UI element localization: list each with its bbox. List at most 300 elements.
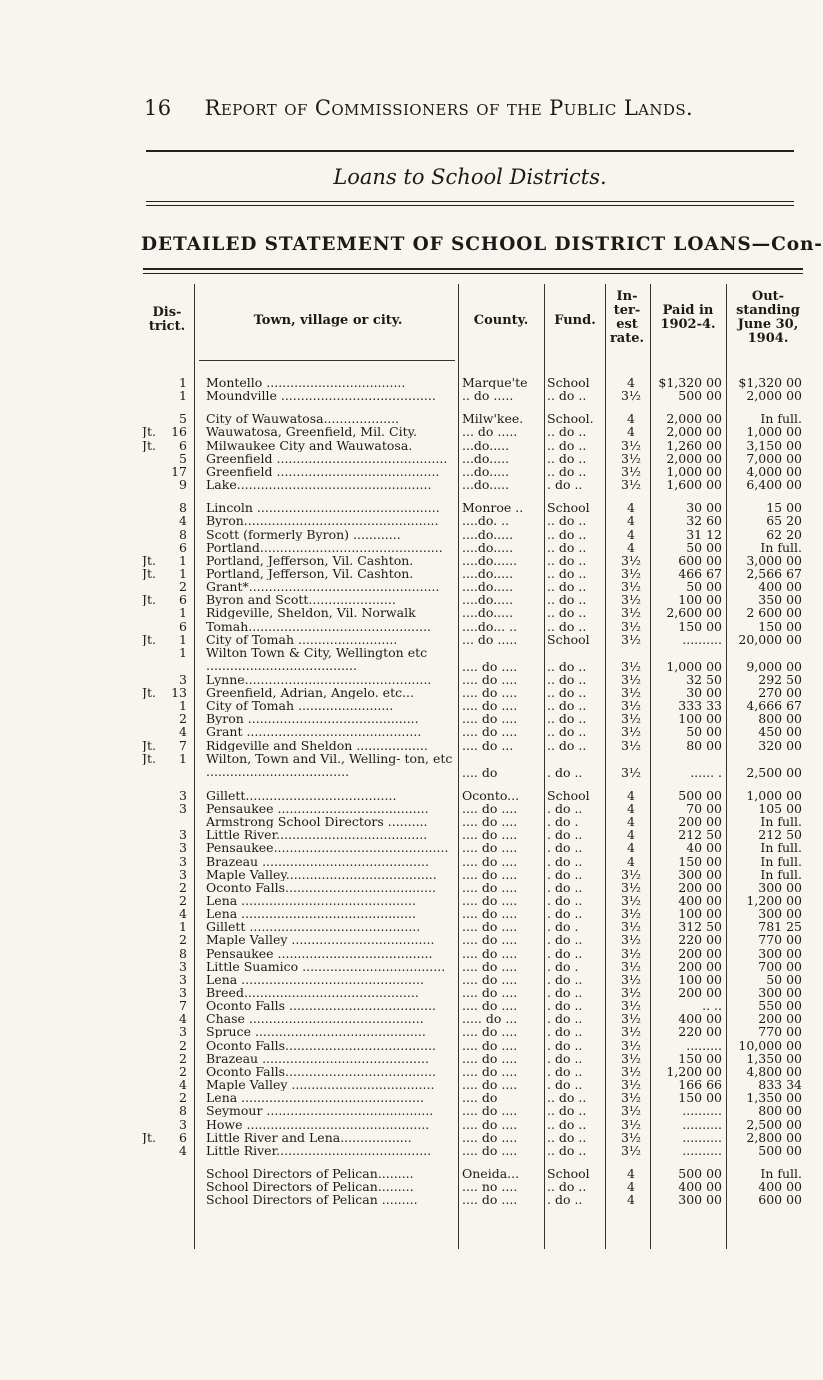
cell-r: 3½: [620, 959, 642, 973]
cell-r: 4: [627, 540, 635, 554]
cell-co: .... do ....: [462, 972, 518, 986]
cell-p: .. ..: [702, 999, 722, 1013]
cell-co: ... do .....: [462, 632, 518, 646]
table-row: [0, 593, 823, 606]
cell-t: Oconto Falls......................................: [206, 1038, 437, 1052]
page-header: [144, 96, 804, 120]
table-row: [0, 789, 823, 802]
cell-f: . do ..: [547, 986, 583, 999]
cell-co: .... do ....: [462, 920, 518, 934]
cell-t: Pensaukee............................................: [206, 841, 449, 855]
cell-p: 400 00: [678, 1180, 722, 1194]
cell-r: 3½: [620, 1104, 642, 1118]
cell-o: 105 00: [758, 801, 802, 815]
cell-o: In full.: [760, 412, 802, 426]
cell-f: . do ..: [547, 1064, 583, 1078]
cell-d: 4: [179, 1143, 187, 1157]
cell-p: 100 00: [678, 972, 722, 986]
cell-jt: Jt.: [142, 751, 157, 765]
table-row: [0, 376, 823, 389]
cell-d: 5: [179, 412, 187, 426]
cell-o: 3,150 00: [746, 438, 802, 452]
cell-o: 2,500 00: [746, 1117, 802, 1131]
cell-o: 1,000 00: [746, 425, 802, 439]
cell-o: 3,000 00: [746, 553, 802, 567]
cell-p: 220 00: [678, 1025, 722, 1039]
cell-t: Portland, Jefferson, Vil. Cashton.: [206, 566, 414, 580]
cell-d: 4: [179, 514, 187, 528]
header-district: Dis- trict.: [148, 305, 186, 334]
table-row: [0, 699, 823, 712]
cell-r: 3½: [620, 593, 642, 607]
cell-jt: Jt.: [142, 566, 157, 580]
cell-t: Byron ...........................................: [206, 712, 419, 726]
cell-t: Oconto Falls......................................: [206, 880, 437, 894]
cell-t: School Directors of Pelican.........: [206, 1180, 414, 1194]
cell-p: 150 00: [678, 854, 722, 868]
cell-co: .... do: [462, 1091, 498, 1105]
cell-r: 3½: [620, 867, 642, 881]
cell-d: 17: [171, 464, 187, 478]
cell-t: Greenfield, Adrian, Angelo. etc...: [206, 686, 415, 699]
cell-o: 6,400 00: [746, 478, 802, 492]
cell-r: 3½: [620, 686, 642, 699]
cell-f: .. do ..: [547, 659, 587, 673]
cell-r: 3½: [620, 451, 642, 465]
cell-r: 3½: [620, 632, 642, 646]
cell-o: 770 00: [758, 1025, 802, 1039]
cell-r: 3½: [620, 1051, 642, 1065]
cell-o: In full.: [760, 815, 802, 829]
cell-co: .... do ....: [462, 699, 518, 713]
cell-d: 4: [179, 1078, 187, 1092]
cell-co: .... do ....: [462, 854, 518, 868]
cell-r: 3½: [620, 659, 642, 673]
table-row: [0, 920, 823, 933]
cell-t: Ridgeville, Sheldon, Vil. Norwalk: [206, 606, 416, 620]
cell-t: Wilton, Town and Vil., Welling- ton, etc ....................................: [206, 751, 453, 778]
cell-d: 3: [179, 867, 187, 881]
cell-d: 1: [179, 645, 187, 659]
cell-f: . do ..: [547, 801, 583, 815]
cell-d: 8: [179, 501, 187, 515]
cell-d: 2: [179, 893, 187, 907]
cell-d: 2: [179, 1091, 187, 1105]
table-row: [0, 1144, 823, 1157]
section-subtitle: Loans to School Districts.: [333, 165, 607, 189]
cell-p: 80 00: [686, 738, 722, 752]
cell-jt: Jt.: [142, 553, 157, 567]
cell-p: 30 00: [686, 686, 722, 699]
table-row: [0, 868, 823, 881]
cell-d: 7: [179, 738, 187, 752]
cell-p: 2,000 00: [666, 412, 722, 426]
cell-p: 2,600 00: [666, 606, 722, 620]
cell-o: 62 20: [766, 527, 802, 541]
cell-p: 70 00: [686, 801, 722, 815]
cell-f: . do ..: [547, 893, 583, 907]
cell-co: .... do ....: [462, 1025, 518, 1039]
table-row: [0, 841, 823, 854]
cell-o: 4,000 00: [746, 464, 802, 478]
table-row: [0, 1012, 823, 1025]
cell-o: 212 50: [758, 828, 802, 842]
table-row: [0, 606, 823, 619]
cell-o: 800 00: [758, 1104, 802, 1118]
cell-o: 833 34: [758, 1078, 802, 1092]
cell-o: In full.: [760, 540, 802, 554]
table-row: [0, 412, 823, 425]
cell-o: 600 00: [758, 1193, 802, 1207]
cell-f: .. do ..: [547, 580, 587, 594]
cell-d: 1: [179, 699, 187, 713]
cell-o: 2,500 00: [746, 765, 802, 779]
header-outstanding: Out- standing June 30, 1904.: [736, 289, 800, 346]
cell-o: 4,800 00: [746, 1064, 802, 1078]
cell-t: Brazeau ..........................................: [206, 854, 429, 868]
cell-p: 300 00: [678, 867, 722, 881]
cell-co: .... do ....: [462, 841, 518, 855]
table-row: [0, 712, 823, 725]
table-row: [0, 1167, 823, 1180]
cell-jt: Jt.: [142, 1130, 157, 1144]
table-row: [0, 855, 823, 868]
cell-o: 500 00: [758, 1143, 802, 1157]
cell-co: Milw'kee.: [462, 412, 524, 426]
cell-o: 400 00: [758, 1180, 802, 1194]
cell-t: Lincoln ..............................................: [206, 501, 440, 515]
cell-d: 3: [179, 959, 187, 973]
header-fund: Fund.: [554, 313, 596, 328]
cell-r: 4: [627, 815, 635, 829]
cell-r: 4: [627, 828, 635, 842]
cell-d: 8: [179, 946, 187, 960]
cell-co: .... do ....: [462, 1193, 518, 1207]
cell-t: School Directors of Pelican.........: [206, 1166, 414, 1180]
cell-d: 6: [179, 619, 187, 633]
cell-co: .... do ....: [462, 867, 518, 881]
cell-r: 3½: [620, 712, 642, 726]
page-number: 16: [144, 96, 172, 120]
cell-f: .. do ..: [547, 389, 587, 403]
cell-d: 1: [179, 632, 187, 646]
table-row: [0, 1025, 823, 1038]
table-row: [0, 894, 823, 907]
cell-co: .... do ...: [462, 738, 514, 752]
cell-f: .. do ..: [547, 619, 587, 633]
cell-co: .... do ....: [462, 828, 518, 842]
cell-o: In full.: [760, 1166, 802, 1180]
cell-t: Maple Valley......................................: [206, 867, 437, 881]
table-row: [0, 947, 823, 960]
cell-p: 100 00: [678, 712, 722, 726]
cell-d: 6: [179, 540, 187, 554]
cell-r: 4: [627, 376, 635, 389]
cell-d: 4: [179, 907, 187, 921]
cell-co: ....do. ..: [462, 514, 510, 528]
cell-f: . do ..: [547, 765, 583, 779]
divider: [143, 273, 803, 274]
cell-co: ....do.....: [462, 606, 514, 620]
cell-r: 4: [627, 1193, 635, 1207]
cell-d: 1: [179, 566, 187, 580]
table-row: [0, 389, 823, 402]
cell-d: 1: [179, 389, 187, 403]
cell-t: Oconto Falls......................................: [206, 1064, 437, 1078]
cell-co: .... do ....: [462, 659, 518, 673]
cell-co: Monroe ..: [462, 501, 524, 515]
cell-f: . do ..: [547, 1078, 583, 1092]
cell-r: 3½: [620, 986, 642, 999]
table-row: [0, 725, 823, 738]
cell-t: Portland..............................................: [206, 540, 443, 554]
table-row: [0, 1104, 823, 1117]
table-row: [0, 1052, 823, 1065]
cell-d: 8: [179, 527, 187, 541]
cell-o: 450 00: [758, 725, 802, 739]
cell-p: 200 00: [678, 880, 722, 894]
cell-co: Marque'te: [462, 376, 528, 389]
cell-co: .... do ....: [462, 999, 518, 1013]
table-row: [0, 554, 823, 567]
cell-r: 3½: [620, 464, 642, 478]
table-row: [0, 973, 823, 986]
cell-co: ...do.....: [462, 464, 510, 478]
cell-co: ....do... ..: [462, 619, 518, 633]
cell-p: ..........: [682, 1104, 722, 1118]
cell-t: Tomah..............................................: [206, 619, 432, 633]
cell-d: 2: [179, 1064, 187, 1078]
cell-co: .... do ....: [462, 959, 518, 973]
cell-o: $1,320 00: [738, 376, 802, 389]
cell-o: 200 00: [758, 1012, 802, 1026]
cell-t: Seymour ..........................................: [206, 1104, 434, 1118]
cell-co: .... do ....: [462, 1064, 518, 1078]
cell-o: 20,000 00: [738, 632, 802, 646]
cell-f: .. do ..: [547, 1180, 587, 1194]
cell-f: . do ..: [547, 478, 583, 492]
cell-co: .... do ....: [462, 880, 518, 894]
cell-r: 3½: [620, 765, 642, 779]
cell-r: 4: [627, 527, 635, 541]
cell-f: .. do ..: [547, 1091, 587, 1105]
cell-p: 2,000 00: [666, 425, 722, 439]
cell-r: 3½: [620, 946, 642, 960]
table-row: [0, 1118, 823, 1131]
table-row: [0, 739, 823, 752]
cell-t: Little River.......................................: [206, 1143, 432, 1157]
cell-p: 200 00: [678, 959, 722, 973]
cell-t: Little River......................................: [206, 828, 428, 842]
cell-d: 4: [179, 1012, 187, 1026]
header-rule: [199, 360, 455, 361]
cell-d: 2: [179, 933, 187, 947]
header-county: County.: [473, 313, 529, 328]
cell-co: Oconto...: [462, 788, 520, 802]
cell-o: 65 20: [766, 514, 802, 528]
cell-o: 781 25: [758, 920, 802, 934]
cell-f: . do ..: [547, 933, 583, 947]
header-town: Town, village or city.: [253, 313, 403, 328]
cell-d: 5: [179, 451, 187, 465]
cell-p: 400 00: [678, 893, 722, 907]
cell-o: 150 00: [758, 619, 802, 633]
table-row: [0, 580, 823, 593]
cell-o: 320 00: [758, 738, 802, 752]
cell-p: ..........: [682, 1117, 722, 1131]
cell-f: . do ..: [547, 828, 583, 842]
cell-t: Lynne...............................................: [206, 672, 432, 686]
cell-p: 166 66: [678, 1078, 722, 1092]
cell-p: ...... .: [690, 765, 722, 779]
cell-f: School: [547, 788, 590, 802]
cell-t: Scott (formerly Byron) ............: [206, 527, 401, 541]
cell-r: 3½: [620, 880, 642, 894]
cell-d: 6: [179, 593, 187, 607]
cell-r: 3½: [620, 553, 642, 567]
cell-t: Grant ............................................: [206, 725, 422, 739]
table-row: [0, 986, 823, 999]
cell-jt: Jt.: [142, 593, 157, 607]
cell-co: Oneida...: [462, 1166, 520, 1180]
cell-p: .........: [686, 1038, 722, 1052]
cell-r: 4: [627, 1180, 635, 1194]
cell-t: Howe ..............................................: [206, 1117, 430, 1131]
cell-r: 3½: [620, 725, 642, 739]
cell-p: 300 00: [678, 1193, 722, 1207]
cell-t: City of Tomah ........................: [206, 699, 394, 713]
cell-t: City of Tomah .........................: [206, 632, 398, 646]
table-row: [0, 673, 823, 686]
cell-o: 15 00: [766, 501, 802, 515]
cell-p: 1,260 00: [666, 438, 722, 452]
cell-f: .. do ..: [547, 712, 587, 726]
cell-co: .... do ....: [462, 907, 518, 921]
cell-r: 3½: [620, 1117, 642, 1131]
cell-d: 3: [179, 828, 187, 842]
divider: [146, 201, 794, 202]
cell-p: 333 33: [678, 699, 722, 713]
cell-p: 466 67: [678, 566, 722, 580]
cell-p: 200 00: [678, 946, 722, 960]
cell-r: 3½: [620, 478, 642, 492]
cell-p: 500 00: [678, 389, 722, 403]
cell-p: 600 00: [678, 553, 722, 567]
cell-co: .... do ....: [462, 893, 518, 907]
cell-co: .... do ....: [462, 1051, 518, 1065]
table-row: [0, 1039, 823, 1052]
cell-d: 3: [179, 854, 187, 868]
cell-p: ..........: [682, 1143, 722, 1157]
cell-t: Armstrong School Directors ..........: [206, 815, 428, 829]
cell-t: Byron.................................................: [206, 514, 439, 528]
table-row: [0, 1078, 823, 1091]
divider: [146, 205, 794, 206]
cell-f: . do ..: [547, 867, 583, 881]
cell-d: 9: [179, 478, 187, 492]
cell-t: Lake.................................................: [206, 478, 432, 492]
cell-p: 100 00: [678, 593, 722, 607]
cell-d: 7: [179, 999, 187, 1013]
cell-co: .... do ....: [462, 986, 518, 999]
cell-f: .. do ..: [547, 593, 587, 607]
cell-r: 3½: [620, 999, 642, 1013]
table-row: [0, 828, 823, 841]
cell-r: 3½: [620, 619, 642, 633]
cell-d: 1: [179, 376, 187, 389]
cell-t: Chase ............................................: [206, 1012, 424, 1026]
table-row: [0, 802, 823, 815]
cell-o: 1,000 00: [746, 788, 802, 802]
cell-d: 3: [179, 788, 187, 802]
cell-jt: Jt.: [142, 738, 157, 752]
cell-f: .. do ..: [547, 438, 587, 452]
cell-f: .. do ..: [547, 1117, 587, 1131]
cell-t: Gillett......................................: [206, 788, 397, 802]
cell-t: City of Wauwatosa...................: [206, 412, 400, 426]
cell-d: 3: [179, 672, 187, 686]
cell-f: . do ..: [547, 999, 583, 1013]
cell-o: 550 00: [758, 999, 802, 1013]
cell-p: 500 00: [678, 1166, 722, 1180]
cell-f: .. do ..: [547, 738, 587, 752]
cell-d: 2: [179, 880, 187, 894]
table-row: [0, 439, 823, 452]
cell-o: 7,000 00: [746, 451, 802, 465]
cell-r: 3½: [620, 1130, 642, 1144]
cell-d: 3: [179, 972, 187, 986]
cell-d: 2: [179, 1038, 187, 1052]
cell-t: Montello ...................................: [206, 376, 406, 389]
cell-o: 1,200 00: [746, 893, 802, 907]
divider: [143, 268, 803, 270]
table-row: [0, 567, 823, 580]
cell-d: 1: [179, 751, 187, 765]
cell-jt: Jt.: [142, 686, 157, 699]
cell-co: .... do ....: [462, 1130, 518, 1144]
cell-r: 3½: [620, 699, 642, 713]
cell-o: 4,666 67: [746, 699, 802, 713]
table-row: [0, 752, 823, 779]
cell-r: 3½: [620, 438, 642, 452]
cell-o: In full.: [760, 841, 802, 855]
cell-f: . do ..: [547, 1038, 583, 1052]
cell-r: 3½: [620, 738, 642, 752]
cell-f: .. do ..: [547, 553, 587, 567]
cell-d: 3: [179, 801, 187, 815]
cell-f: .. do ..: [547, 699, 587, 713]
cell-p: 212 50: [678, 828, 722, 842]
cell-t: Milwaukee City and Wauwatosa.: [206, 438, 413, 452]
cell-d: 13: [171, 686, 187, 699]
cell-f: .. do ..: [547, 464, 587, 478]
cell-t: School Directors of Pelican .........: [206, 1193, 418, 1207]
cell-co: .. do .....: [462, 389, 514, 403]
cell-co: ....do.....: [462, 580, 514, 594]
cell-f: .. do ..: [547, 606, 587, 620]
cell-d: 4: [179, 725, 187, 739]
cell-p: ..........: [682, 1130, 722, 1144]
cell-t: Breed............................................: [206, 986, 419, 999]
cell-t: Greenfield .........................................: [206, 464, 440, 478]
table-row: [0, 646, 823, 673]
cell-t: Maple Valley ....................................: [206, 1078, 435, 1092]
cell-co: .... do ....: [462, 946, 518, 960]
cell-f: . do .: [547, 920, 579, 934]
cell-d: 3: [179, 841, 187, 855]
cell-co: ....do.....: [462, 566, 514, 580]
table-row: [0, 960, 823, 973]
